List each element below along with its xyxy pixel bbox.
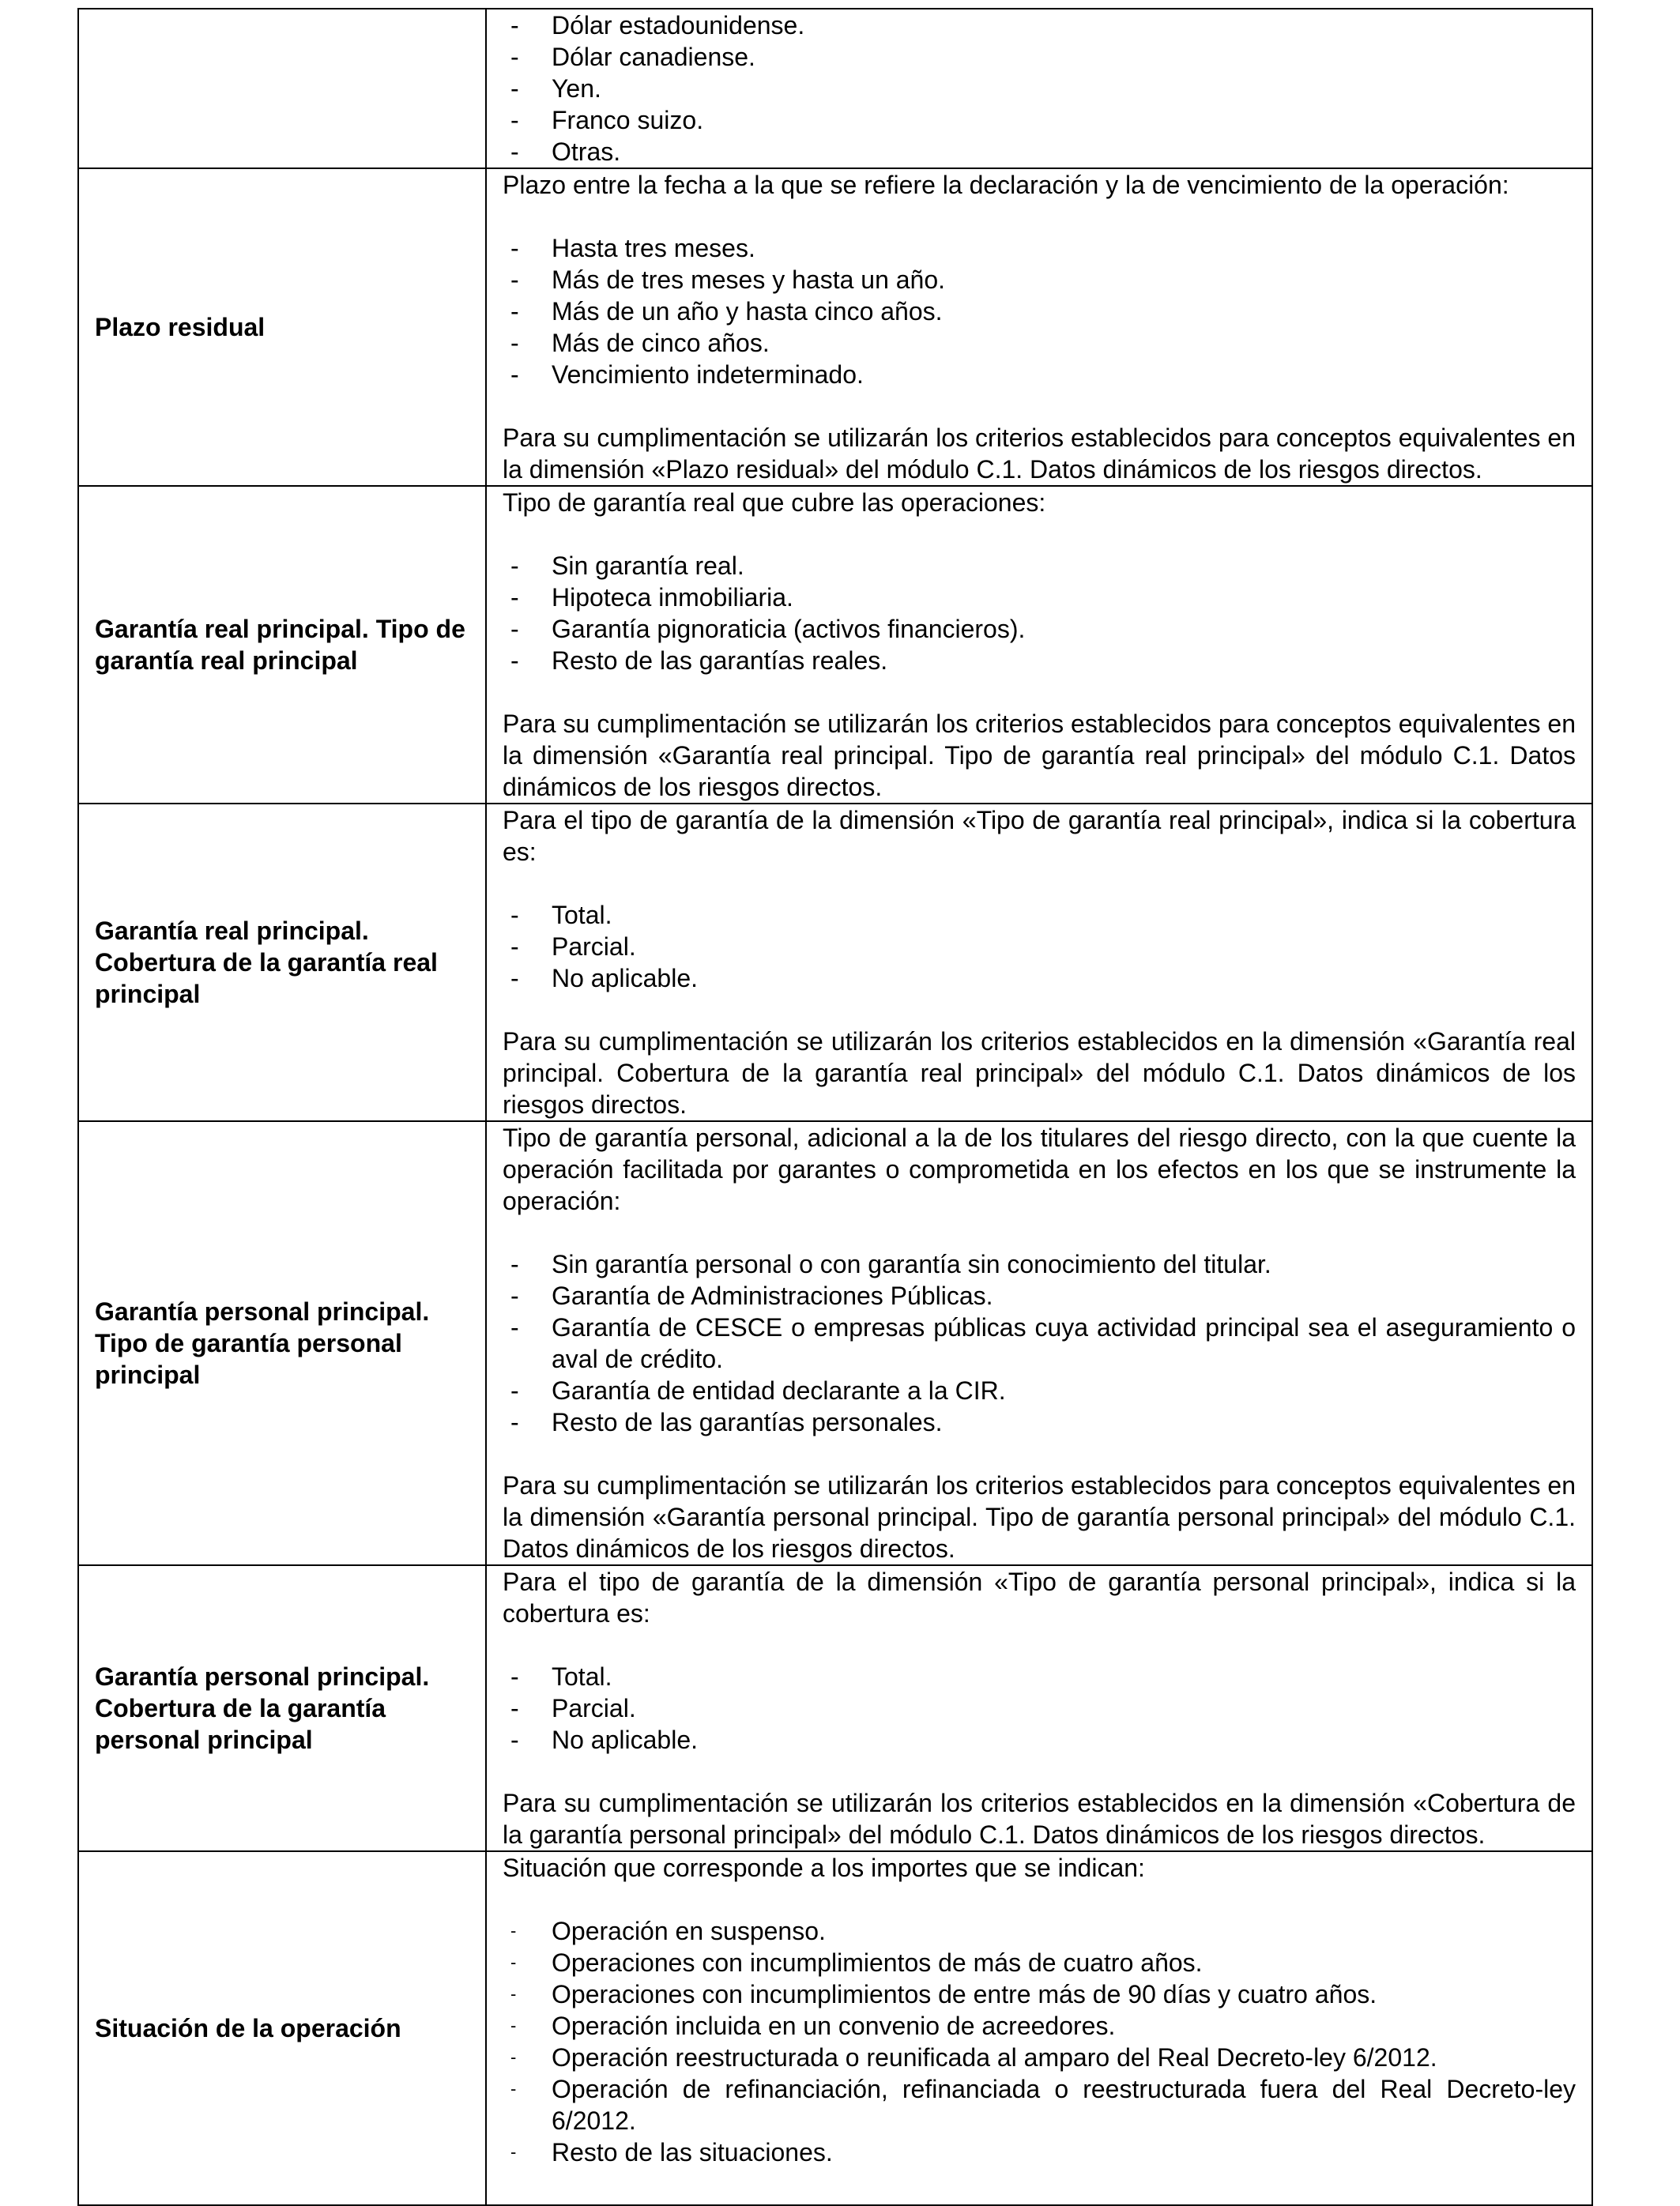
row-footer-text: Para su cumplimentación se utilizarán los criterios establecidos en la dimensión «Cobertura de la garantía personal principal» del módulo C.1. Datos dinámicos de los riesgos directos. xyxy=(503,1789,1576,1849)
list-item: - Operación de refinanciación, refinanciada o reestructurada fuera del Real Decreto-ley 6/2012. xyxy=(503,2073,1576,2136)
row-description-cell xyxy=(486,168,1592,486)
list-item: - Dólar canadiense. xyxy=(503,41,1576,73)
list-item: - Operación reestructurada o reunificada al amparo del Real Decreto-ley 6/2012. xyxy=(503,2042,1576,2073)
list-item: - Garantía de Administraciones Públicas. xyxy=(503,1280,1576,1312)
row-label-cell xyxy=(78,1851,486,2205)
list-item: - No aplicable. xyxy=(503,1724,1576,1756)
option-list xyxy=(503,232,1576,390)
option-list xyxy=(503,1915,1576,2168)
row-label-cell xyxy=(78,486,486,804)
list-item: - Resto de las garantías personales. xyxy=(503,1406,1576,1438)
row-footer-text: Para su cumplimentación se utilizarán los criterios establecidos en la dimensión «Garantía real principal. Cobertura de la garantía real principal» del módulo C.1. Datos dinámicos de los riesgos directos. xyxy=(503,1027,1576,1119)
list-item: - Garantía pignoraticia (activos financieros). xyxy=(503,613,1576,645)
option-list xyxy=(503,1248,1576,1438)
row-label-cell xyxy=(78,804,486,1121)
row-footer-text: Para su cumplimentación se utilizarán los criterios establecidos para conceptos equivalentes en la dimensión «Garantía personal principal. Tipo de garantía personal principal» del módulo C.1. Datos dinámicos de los riesgos directos. xyxy=(503,1471,1576,1563)
option-list xyxy=(503,1661,1576,1756)
list-item: - Dólar estadounidense. xyxy=(503,9,1576,41)
row-label: Garantía personal principal. Cobertura de la garantía personal principal xyxy=(95,1662,430,1754)
table-row xyxy=(78,486,1592,804)
list-item: - Sin garantía real. xyxy=(503,550,1576,582)
table-row xyxy=(78,9,1592,168)
list-item: - Operaciones con incumplimientos de más de cuatro años. xyxy=(503,1947,1576,1978)
row-label-cell xyxy=(78,1121,486,1565)
row-label-cell xyxy=(78,9,486,168)
table-row xyxy=(78,1565,1592,1851)
row-footer-text: Para su cumplimentación se utilizarán los criterios establecidos para conceptos equivalentes en la dimensión «Plazo residual» del módulo C.1. Datos dinámicos de los riesgos directos. xyxy=(503,424,1576,484)
list-item: - Otras. xyxy=(503,136,1576,168)
list-item: - Más de un año y hasta cinco años. xyxy=(503,296,1576,327)
row-intro-text: Tipo de garantía real que cubre las operaciones: xyxy=(503,488,1046,517)
list-item: - Total. xyxy=(503,1661,1576,1692)
option-list xyxy=(503,899,1576,994)
option-list xyxy=(503,9,1576,168)
list-item: - Yen. xyxy=(503,73,1576,104)
list-item: - Resto de las garantías reales. xyxy=(503,645,1576,676)
row-label-cell xyxy=(78,168,486,486)
list-item: - Garantía de entidad declarante a la CIR. xyxy=(503,1375,1576,1406)
row-intro-text: Para el tipo de garantía de la dimensión «Tipo de garantía real principal», indica si la cobertura es: xyxy=(503,806,1576,866)
row-intro-text: Tipo de garantía personal, adicional a la de los titulares del riesgo directo, con la que cuente la operación facilitada por garantes o comprometida en los efectos en los que se instrumente la operación: xyxy=(503,1124,1576,1215)
row-description-cell xyxy=(486,486,1592,804)
row-intro-text: Situación que corresponde a los importes que se indican: xyxy=(503,1854,1145,1882)
table-row xyxy=(78,1121,1592,1565)
list-item: - Franco suizo. xyxy=(503,104,1576,136)
list-item: - Más de cinco años. xyxy=(503,327,1576,359)
row-footer-text: Para su cumplimentación se utilizarán los criterios establecidos para conceptos equivalentes en la dimensión «Garantía real principal. Tipo de garantía real principal» del módulo C.1. Datos dinámicos de los riesgos directos. xyxy=(503,710,1576,801)
row-intro-text: Para el tipo de garantía de la dimensión «Tipo de garantía personal principal», indica si la cobertura es: xyxy=(503,1568,1576,1628)
list-item: - Vencimiento indeterminado. xyxy=(503,359,1576,390)
list-item: - Hasta tres meses. xyxy=(503,232,1576,264)
row-description-cell xyxy=(486,1565,1592,1851)
list-item: - Operación incluida en un convenio de acreedores. xyxy=(503,2010,1576,2042)
document-table xyxy=(77,8,1593,2206)
row-description-cell xyxy=(486,9,1592,168)
table-row xyxy=(78,804,1592,1121)
row-label: Situación de la operación xyxy=(95,2014,401,2042)
list-item: - Operaciones con incumplimientos de entre más de 90 días y cuatro años. xyxy=(503,1978,1576,2010)
row-description-cell xyxy=(486,1851,1592,2205)
table-row xyxy=(78,168,1592,486)
table-row xyxy=(78,1851,1592,2205)
list-item: - Parcial. xyxy=(503,931,1576,962)
list-item: - No aplicable. xyxy=(503,962,1576,994)
list-item: - Hipoteca inmobiliaria. xyxy=(503,582,1576,613)
list-item: - Garantía de CESCE o empresas públicas cuya actividad principal sea el aseguramiento o aval de crédito. xyxy=(503,1312,1576,1375)
row-label: Garantía real principal. Tipo de garantía real principal xyxy=(95,615,465,675)
row-label: Garantía real principal. Cobertura de la garantía real principal xyxy=(95,917,438,1008)
list-item: - Operación en suspenso. xyxy=(503,1915,1576,1947)
option-list xyxy=(503,550,1576,676)
list-item: - Más de tres meses y hasta un año. xyxy=(503,264,1576,296)
list-item: - Parcial. xyxy=(503,1692,1576,1724)
row-description-cell xyxy=(486,1121,1592,1565)
list-item: - Total. xyxy=(503,899,1576,931)
row-label: Garantía personal principal. Tipo de garantía personal principal xyxy=(95,1297,430,1389)
row-intro-text: Plazo entre la fecha a la que se refiere la declaración y la de vencimiento de la operación: xyxy=(503,171,1509,199)
row-label-cell xyxy=(78,1565,486,1851)
row-description-cell xyxy=(486,804,1592,1121)
list-item: - Resto de las situaciones. xyxy=(503,2136,1576,2168)
row-label: Plazo residual xyxy=(95,313,266,341)
list-item: - Sin garantía personal o con garantía sin conocimiento del titular. xyxy=(503,1248,1576,1280)
